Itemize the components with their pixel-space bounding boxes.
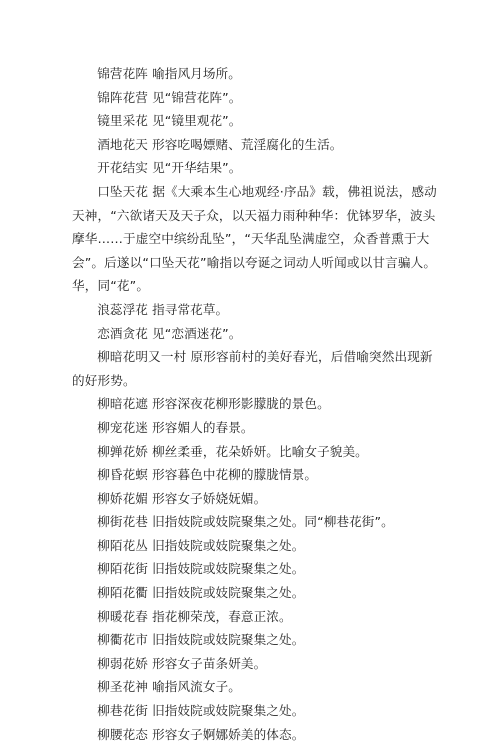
- entry-list: [72, 62, 442, 746]
- entry: 开花结实 见“开华结果”。: [97, 160, 242, 176]
- entry: 柳暗花明又一村 原形容前村的美好春光，后借喻突然出现新的好形势。: [72, 349, 433, 388]
- entry: 柳陌花丛 旧指妓院或妓院聚集之处。: [97, 537, 305, 553]
- entry: 柳昏花螟 形容暮色中花柳的朦胧情景。: [97, 467, 318, 483]
- entry: 柳衢花市 旧指妓院或妓院聚集之处。: [97, 632, 305, 648]
- entry: 柳巷花街 旧指妓院或妓院聚集之处。: [97, 703, 305, 719]
- entry: 柳暖花春 指花柳荣茂，春意正浓。: [97, 608, 292, 624]
- entry: 锦营花阵 喻指风月场所。: [97, 66, 241, 81]
- entry: 柳陌花衢 旧指妓院或妓院聚集之处。: [97, 585, 305, 601]
- entry: 柳弱花娇 形容女子苗条妍美。: [97, 655, 267, 671]
- entry: 柳亸花娇 柳丝柔垂，花朵娇妍。比喻女子貌美。: [97, 443, 368, 459]
- entry: 镜里采花 见“镜里观花”。: [97, 113, 242, 129]
- entry: 酒地花天 形容吃喝嫖赌、荒淫腐化的生活。: [97, 136, 343, 152]
- entry: 恋酒贪花 见“恋酒迷花”。: [97, 325, 242, 341]
- entry: 口坠天花 据《大乘本生心地观经·序品》载，佛祖说法，感动天神，“六欲诸天及天子众，以天福力雨种种华：优钵罗华，波头摩华……于虚空中缤纷乱坠”，“天华乱坠满虚空，众香普熏于大会”。后遂以“口坠天花”喻指以夸诞之词动人听闻或以甘言骗人。华，同“花”。: [72, 183, 437, 294]
- entry: 柳暗花遮 形容深夜花柳形影朦胧的景色。: [97, 396, 330, 412]
- entry: 柳圣花神 喻指风流女子。: [97, 679, 241, 695]
- entry: 锦阵花营 见“锦营花阵”。: [97, 89, 242, 105]
- entry: 柳街花巷 旧指妓院或妓院聚集之处。同“柳巷花街”。: [97, 514, 394, 530]
- entry: 柳腰花态 形容女子婀娜娇美的体态。: [97, 726, 305, 742]
- entry: 柳陌花街 旧指妓院或妓院聚集之处。: [97, 561, 305, 577]
- entry: 浪蕊浮花 指寻常花草。: [97, 301, 229, 317]
- entry: 柳宠花迷 形容媚人的春景。: [97, 419, 254, 435]
- entry: 柳娇花媚 形容女子娇娆妩媚。: [97, 490, 267, 506]
